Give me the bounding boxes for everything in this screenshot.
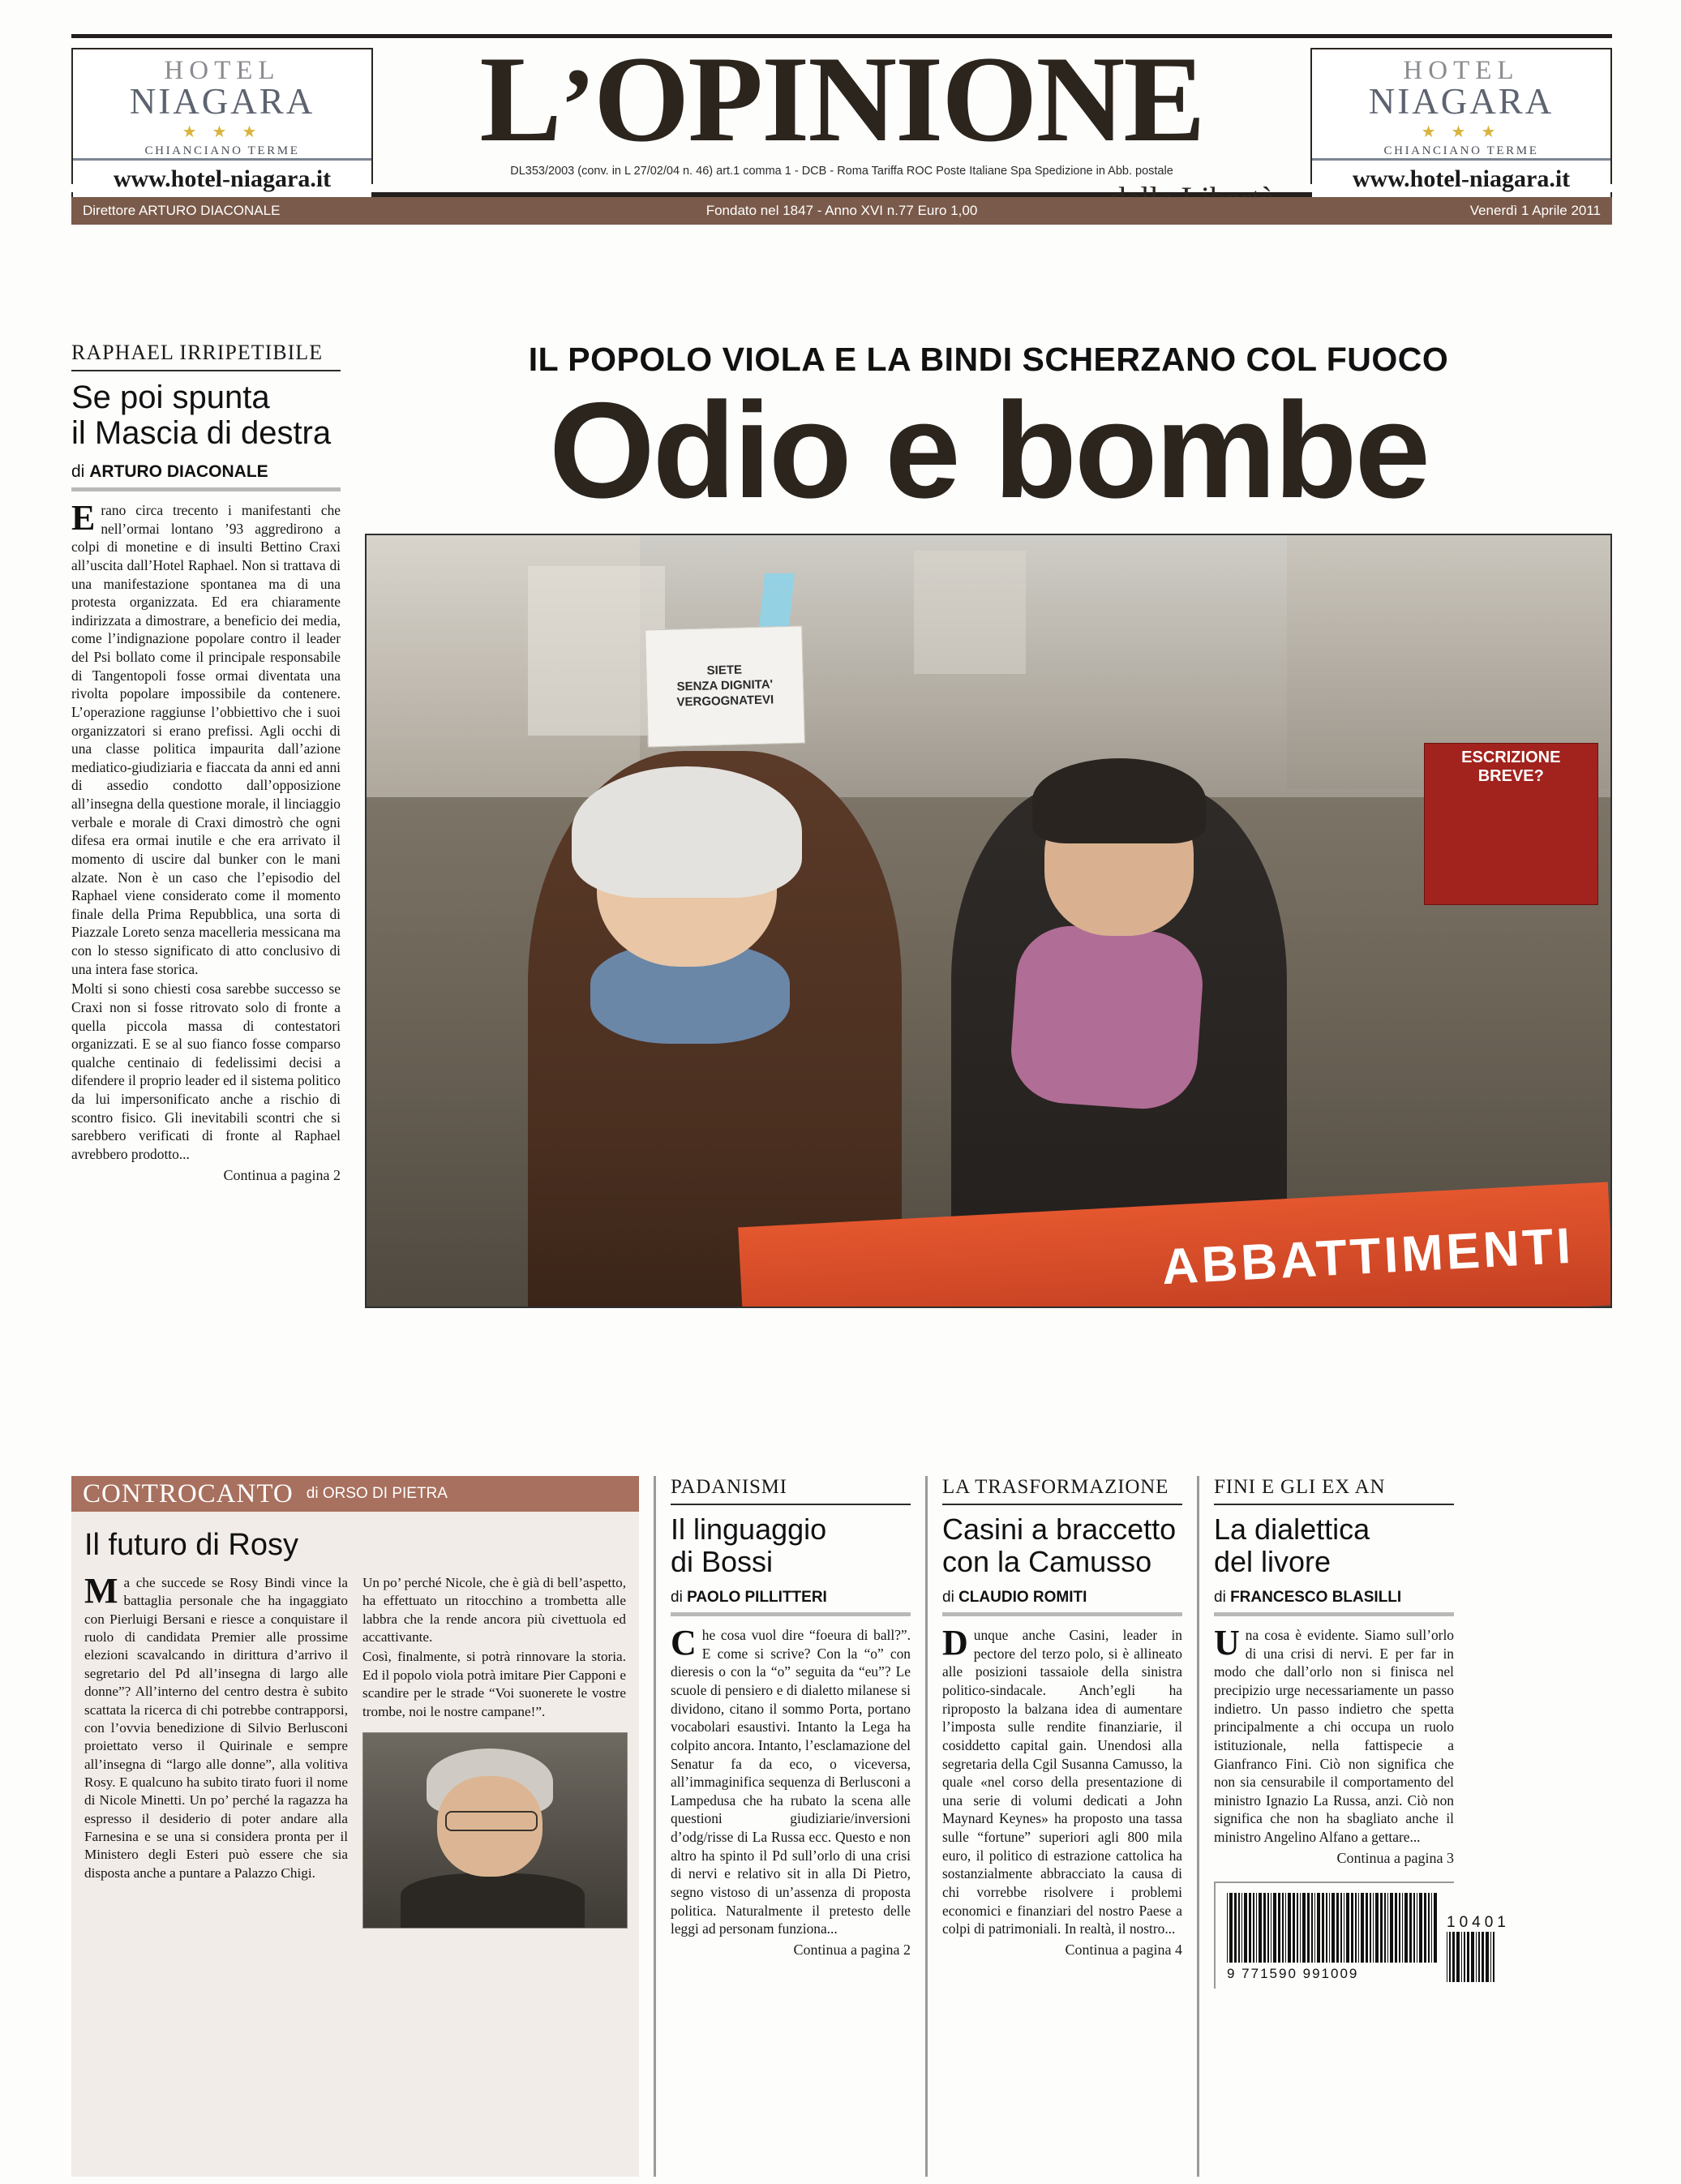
photo-man-hair: [1032, 758, 1207, 843]
divider: [1214, 1504, 1454, 1505]
ad-right-stars: ★ ★ ★: [1421, 123, 1502, 142]
photo-window: [914, 551, 1026, 674]
column-byline: [1214, 1589, 1454, 1607]
column-body: [671, 1623, 911, 1938]
lead-left-title-line2: il Mascia di destra: [71, 415, 332, 451]
lead-left-title[interactable]: [71, 380, 341, 451]
paragraph: [942, 1623, 1182, 1938]
controcanto-text-1: a che succede se Rosy Bindi vince la battaglia personale che ha ingaggiato con Pierluigi Bersani e riesce a conquistare il ruolo di candidata Premier alle prossime elezioni scavalcando in dirittura d’arrivo il segretario del Pd all’insegna di largo alle donne”? All’interno del centro destra è subito scattata la ricerca di chi potrebbe contrapporsi, con l’ovvia benedizione di Silvio Berlusconi proiettato verso il Quirinale e sempre all’insegna di “largo alle donne”, alla volitiva Rosy. E qualcuno ha subito tirato fuori il nome di Nicole Minetti. Un po’ perché la ragazza ha espresso il desiderio di poter andare alla Farnesina e se una si considera pronta per il Ministero degli Esteri può essere che sia disposta anche a puntare a Palazzo Chigi.: [84, 1575, 348, 1881]
column-continua[interactable]: Continua a pagina 4: [1065, 1941, 1182, 1958]
column-title-line1: Il linguaggio: [671, 1512, 827, 1546]
ad-right-location: CHIANCIANO TERME: [1383, 144, 1539, 158]
protest-sign-line2: SENZA DIGNITA': [676, 677, 774, 694]
drop-cap: M: [84, 1571, 118, 1611]
photo-woman-hair: [572, 766, 802, 898]
ad-hotel-niagara-left[interactable]: [71, 48, 373, 193]
bottom-content: [71, 1476, 1612, 2177]
lead-main: [354, 341, 1612, 1308]
divider: [942, 1504, 1182, 1505]
column-kicker: FINI E GLI EX AN: [1214, 1476, 1386, 1498]
lead-left-p2: Molti si sono chiesti cosa sarebbe successo se Craxi non si fosse ritrovato solo di fronte a quella piccola massa di contestatori organizzati. E se al suo fianco fosse comparso qualche centinaio di fedelissimi decisi a difendere il proprio leader ed il sistema politico da lui impersonificato anche a rischio di scontro fisico. Gli inevitabili scontri che si sarebbero verificati di fronte al Raphael avrebbero prodotto...: [71, 980, 341, 1162]
ad-left-name: NIAGARA: [129, 81, 315, 122]
controcanto-body: [71, 1512, 639, 2177]
column-text: unque anche Casini, leader in pectore del terzo polo, si è allineato alle posizioni tassaiole della sinistra politico-sindacale. Anch’egli ha riproposto la balzana idea di aumentare l’imposta sulle rendite finanziarie, il cosiddetto capital gain. Unendosi alla segretaria della Cgil Susanna Camusso, la quale «nel corso della presentazione di una serie di volumi dedicati a John Maynard Keynes» ha proposto una tassa sulle “fortune” superiori agli 800 mila euro, il politico di estrazione cattolica ha sostanzialmente abbracciato la causa di chi vorrebbe risolvere i problemi economici e finanziari del nostro Paese a colpi di patrimoniali. In realtà, il nostro...: [942, 1627, 1182, 1937]
column-title[interactable]: [1214, 1513, 1454, 1577]
protest-sign-line1: SIETE: [706, 663, 743, 678]
column-kicker: PADANISMI: [671, 1476, 787, 1498]
column-body: [1214, 1623, 1454, 1847]
ad-right-name: NIAGARA: [1368, 81, 1554, 122]
ad-hotel-niagara-right[interactable]: [1310, 48, 1612, 193]
column-continua[interactable]: Continua a pagina 2: [793, 1941, 911, 1958]
column-title[interactable]: [671, 1513, 911, 1577]
drop-cap: C: [671, 1623, 697, 1663]
paragraph: [71, 498, 341, 978]
paragraph: Così, finalmente, si potrà rinnovare la storia. Ed il popolo viola potrà imitare Pier Capponi e scandire per le strade “Voi suonerete le vostre trombe, noi le nostre campane!”.: [362, 1649, 626, 1719]
lead-left-continua[interactable]: Continua a pagina 2: [223, 1166, 341, 1183]
barcode-addon: [1447, 1932, 1510, 1982]
divider: [71, 370, 341, 371]
byline-prefix: di: [1214, 1589, 1231, 1607]
newspaper-logo: [479, 31, 1204, 167]
news-column-padanismi: [671, 1476, 911, 2177]
protest-sign-line3: VERGOGNATEVI: [676, 692, 774, 709]
divider: [71, 487, 341, 491]
byline-author: FRANCESCO BLASILLI: [1230, 1589, 1402, 1607]
legal-notice: DL353/2003 (conv. in L 27/02/04 n. 46) art.1 comma 1 - DCB - Roma Tariffa ROC Poste Italiane Spa Spedizione in Abb. postale: [510, 164, 1173, 178]
divider: [942, 1612, 1182, 1616]
ad-left-location: CHIANCIANO TERME: [144, 144, 300, 158]
drop-cap: U: [1214, 1623, 1240, 1663]
byline-prefix: di: [942, 1589, 959, 1607]
logo-apostrophe: ’: [560, 47, 594, 164]
banner-text: ABBATTIMENTI: [1160, 1217, 1576, 1296]
column-title-line2: di Bossi: [671, 1544, 774, 1578]
drop-cap: D: [942, 1623, 968, 1663]
paragraph: Un po’ perché Nicole, che è già di bell’aspetto, ha effettuato un ritocchino a trombetta alle labbra che la rende ancora più civettuola ed accattivante.: [362, 1575, 626, 1646]
news-column-trasformazione: [942, 1476, 1182, 2177]
divider: [671, 1504, 911, 1505]
column-kicker: LA TRASFORMAZIONE: [942, 1476, 1169, 1498]
column-title-line2: del livore: [1214, 1544, 1332, 1578]
column-continua[interactable]: Continua a pagina 3: [1336, 1849, 1454, 1866]
paragraph: [71, 980, 341, 1163]
byline-author: CLAUDIO ROMITI: [958, 1589, 1087, 1607]
paragraph: [1214, 1623, 1454, 1847]
controcanto-header: [71, 1476, 639, 1512]
logo-L: L: [479, 31, 560, 167]
byline-author: PAOLO PILLITTERI: [687, 1589, 827, 1607]
paragraph: [671, 1623, 911, 1938]
red-sign-text: ESCRIZIONE BREVE?: [1461, 749, 1561, 786]
controcanto-column-1: [84, 1571, 348, 1929]
issue-date: Venerdì 1 Aprile 2011: [1469, 203, 1601, 218]
ad-left-url[interactable]: www.hotel-niagara.it: [73, 158, 371, 200]
ad-right-url[interactable]: www.hotel-niagara.it: [1312, 158, 1610, 200]
founded-label: Fondato nel 1847 - Anno XVI n.77 Euro 1,00: [705, 203, 978, 218]
lead-left-title-line1: Se poi spunta: [71, 380, 270, 415]
glasses-icon: [445, 1811, 538, 1832]
column-byline: [942, 1589, 1182, 1607]
barcode-number: 10401: [1447, 1913, 1510, 1931]
column-text: na cosa è evidente. Siamo sull’orlo di una crisi di nervi. E per far in modo che dall’orlo non si finisca nel precipizio urge necessariamente un passo indietro. Un passo indietro che spetta principalmente a chi occupa un ruolo istituzionale, nella fattispecie a Gianfranco Fini. Ciò non significa che non sia censurabile il comportamento del ministro Ignazio La Russa, anzi. Ciò non significa che non ha sbagliato anche il ministro Angelino Alfano a gettare...: [1214, 1627, 1454, 1846]
column-title-line1: La dialettica: [1214, 1512, 1370, 1546]
lead-left-p1: rano circa trecento i manifestanti che nell’ormai lontano ’93 aggredirono a colpi di monetine e di insulti Bettino Craxi all’uscita dall’Hotel Raphael. Non si trattava di una manifestazione spontanea ma di una protesta organizzata. Ed era chiaramente indirizzata a dimostrare, a beneficio dei media, come l’indignazione popolare contro il leader del Psi bollato come il principale responsabile di Tangentopoli fosse ormai diventata una rivolta popolare impossibile da contenere. L’operazione raggiunse l’obbiettivo che i suoi organizzatori si erano prefissi. Agli occhi di una classe politica impaurita dall’azione mediatico-giudiziaria e fiaccata da anni ed anni di assedio condotto dall’opposizione all’insegna della questione morale, il linciaggio verbale e morale di Craxi dimostrò che ogni difesa era ormai inutile e che era arrivato il momento di uscire dal bunker con le mani alzate. Non è un caso che l’episodio del Raphael viene considerato come il momento finale della Prima Repubblica, una sorta di Piazzale Loreto senza macelleria messicana ma con lo stesso significato di atto conclusivo di una intera fase storica.: [71, 502, 341, 977]
photo-man-scarf: [1007, 922, 1206, 1112]
controcanto-byline: di ORSO DI PIETRA: [306, 1485, 448, 1502]
drop-cap: E: [71, 498, 96, 538]
masthead-center: [373, 31, 1310, 184]
column-divider: [654, 1476, 656, 2177]
controcanto-column-2: [362, 1574, 626, 1929]
column-byline: [671, 1589, 911, 1607]
barcode-main: [1227, 1893, 1439, 1963]
main-headline[interactable]: Odio e bombe: [548, 374, 1429, 526]
paragraph: [84, 1571, 348, 1882]
column-title-line2: con la Camusso: [942, 1544, 1152, 1578]
barcode-area: [1214, 1882, 1510, 1989]
ad-left-stars: ★ ★ ★: [182, 123, 263, 142]
byline-prefix: di: [71, 462, 90, 481]
controcanto-section: [71, 1476, 639, 2177]
protest-sign-red: [1424, 743, 1598, 905]
main-photo: [365, 534, 1612, 1308]
news-column-fini: [1214, 1476, 1510, 2177]
lead-left-byline: [71, 462, 341, 482]
divider: [1214, 1612, 1454, 1616]
column-text: he cosa vuol dire “foeura di ball?”. E come si scrive? Con la “o” con dieresis o con la “o” seguita da “eu”? Le scuole di pensiero e di dialetto milanese si dividono, citano il sommo Porta, portano vocabolari esaustivi. Intanto la Lega ha colpito ancora. Intanto, l’esclamazione del Senatur fa da eco, o viceversa, all’immaginifica sequenza di Berlusconi a Lampedusa che ha rubato la scena alle questioni giudiziarie/inversioni d’odg/risse di La Russa ecc. Questo e non altro ha spinto il Pd sull’orlo di una crisi di nervi e relativo sit in alla Di Pietro, segno vistoso di un’assenza di proposta politica. Naturalmente il pretesto delle leggi ad personam funziona...: [671, 1627, 911, 1937]
lead-left-body: [71, 498, 341, 1164]
photo-person-body: [401, 1873, 585, 1928]
column-divider: [925, 1476, 928, 2177]
barcode-ean: 9 771590 991009: [1227, 1965, 1359, 1981]
controcanto-title: CONTROCANTO: [83, 1478, 294, 1508]
controcanto-headline[interactable]: Il futuro di Rosy: [84, 1528, 298, 1562]
divider: [671, 1612, 911, 1616]
column-body: [942, 1623, 1182, 1938]
byline-author: ARTURO DIACONALE: [89, 462, 268, 481]
byline-prefix: di: [671, 1589, 688, 1607]
controcanto-photo: [362, 1732, 628, 1929]
masthead: [71, 31, 1612, 225]
ad-left-hotel-label: HOTEL: [164, 56, 281, 85]
column-title-line1: Casini a braccetto: [942, 1512, 1177, 1546]
masthead-info-bar: [71, 197, 1612, 225]
top-content: [71, 341, 1612, 1308]
main-kicker: IL POPOLO VIOLA E LA BINDI SCHERZANO COL FUOCO: [528, 341, 1449, 378]
column-title[interactable]: [942, 1513, 1182, 1577]
lead-left-kicker: RAPHAEL IRRIPETIBILE: [71, 341, 324, 364]
director-label: Direttore ARTURO DIACONALE: [83, 203, 281, 218]
column-divider: [1197, 1476, 1199, 2177]
ad-right-hotel-label: HOTEL: [1403, 56, 1520, 85]
logo-rest: OPINIONE: [594, 31, 1204, 167]
protest-sign-white: [645, 625, 804, 747]
lead-left-column: [71, 341, 354, 1308]
